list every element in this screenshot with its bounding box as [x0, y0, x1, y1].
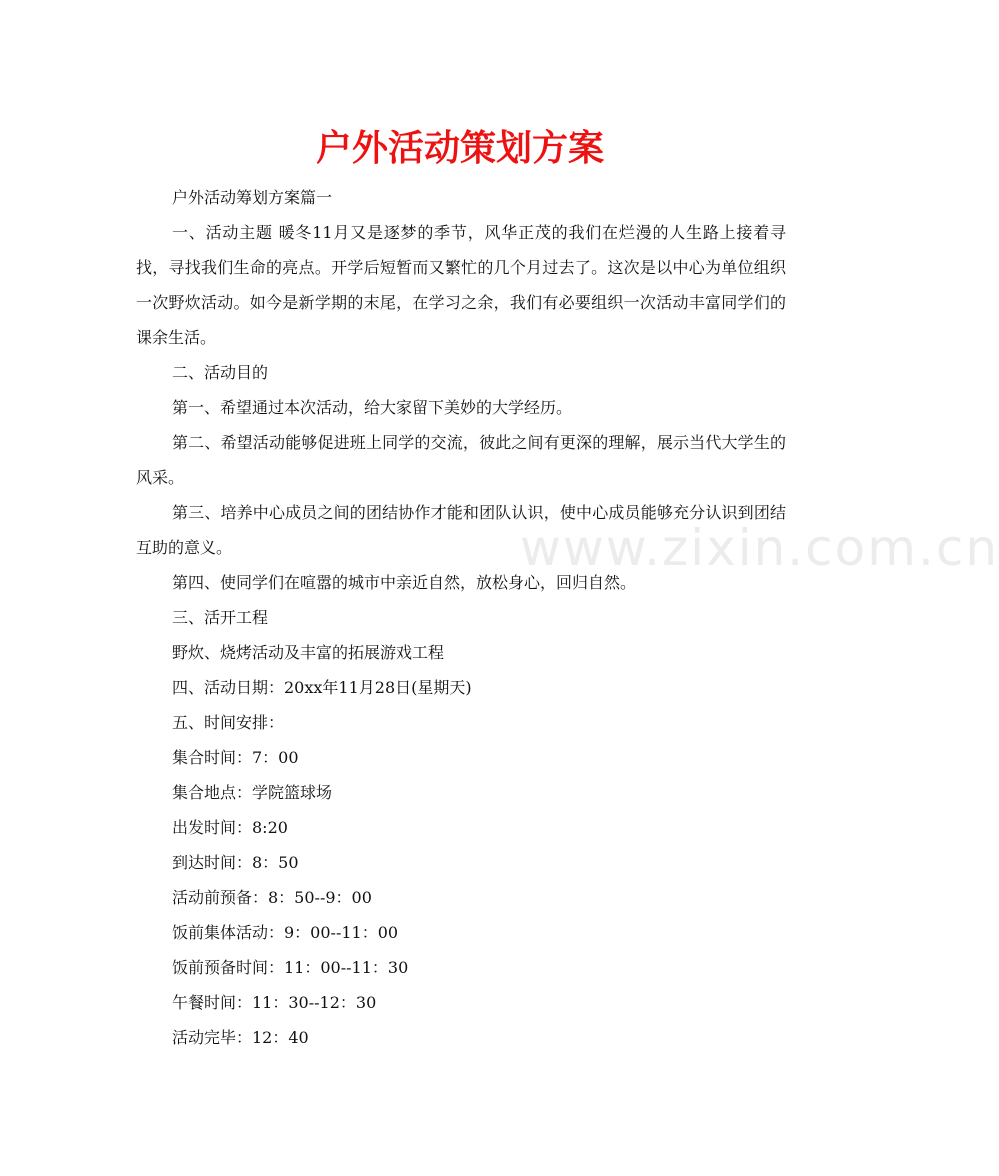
section-heading: 户外活动筹划方案篇一: [172, 188, 333, 207]
paragraph: 一、活动主题 暖冬11月又是逐梦的季节，风华正茂的我们在烂漫的人生路上接着寻找，寻找我们生命的亮点。开学后短暂而又繁忙的几个月过去了。这次是以中心为单位组织一次野炊活动。如今是新学期的末尾，在学习之余，我们有必要组织一次活动丰富同学们的课余生活。: [136, 223, 786, 347]
schedule-item: 出发时间：8:20: [172, 818, 288, 837]
section-heading: 二、活动目的: [172, 363, 269, 382]
section-heading: 五、时间安排：: [172, 713, 285, 732]
schedule-item: 集合时间：7：00: [172, 748, 299, 767]
schedule-item: 饭前集体活动：9：00--11：00: [172, 923, 399, 942]
paragraph: 野炊、烧烤活动及丰富的拓展游戏工程: [172, 643, 445, 662]
paragraph: 第二、希望活动能够促进班上同学的交流，彼此之间有更深的理解，展示当代大学生的风采。: [136, 433, 786, 487]
paragraph: 第一、希望通过本次活动，给大家留下美妙的大学经历。: [172, 398, 573, 417]
schedule-item: 午餐时间：11：30--12：30: [172, 993, 377, 1012]
schedule-item: 活动前预备：8：50--9：00: [172, 888, 372, 907]
document-body: [136, 180, 786, 1055]
section-heading: 三、活开工程: [172, 608, 269, 627]
paragraph: 第三、培养中心成员之间的团结协作才能和团队认识，使中心成员能够充分认识到团结互助的意义。: [136, 503, 786, 557]
watermark: www.zixin.com.cn: [520, 519, 999, 577]
paragraph: 第四、使同学们在喧嚣的城市中亲近自然，放松身心，回归自然。: [172, 573, 637, 592]
schedule-item: 饭前预备时间：11：00--11：30: [172, 958, 409, 977]
paragraph: 四、活动日期：20xx年11月28日(星期天): [172, 678, 472, 697]
page-title: 户外活动策划方案: [315, 128, 604, 169]
schedule-item: 活动完毕：12：40: [172, 1028, 309, 1047]
schedule-item: 集合地点：学院篮球场: [172, 783, 333, 802]
schedule-item: 到达时间：8：50: [172, 853, 299, 872]
